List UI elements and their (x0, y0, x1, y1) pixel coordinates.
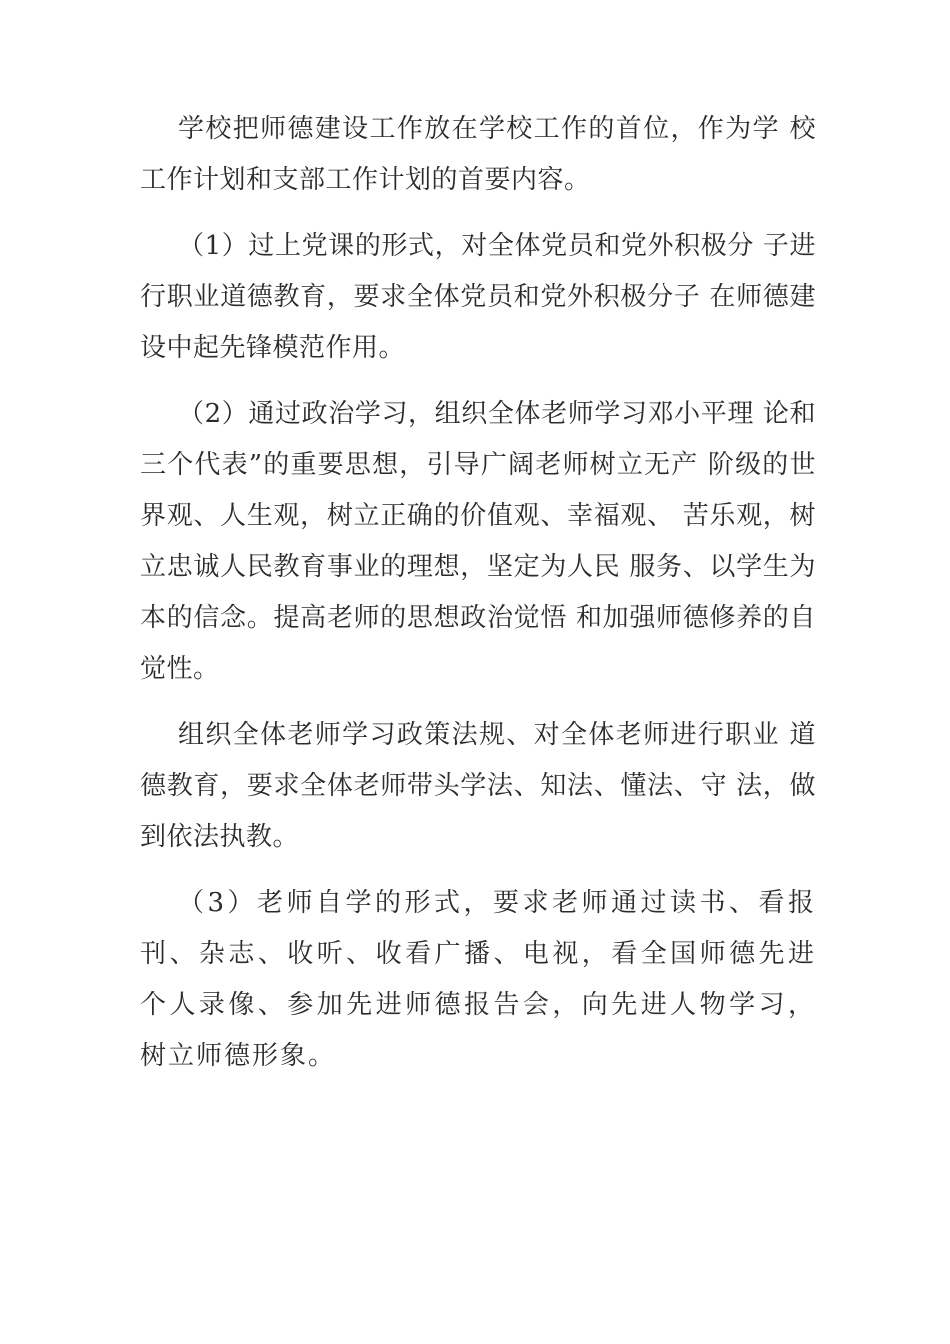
paragraph-policy-study: 组织全体老师学习政策法规、对全体老师进行职业 道德教育，要求全体老师带头学法、知法、懂法、守 法，做到依法执教。 (140, 720, 816, 852)
paragraph-intro: 学校把师德建设工作放在学校工作的首位，作为学 校工作计划和支部工作计划的首要内容。 (140, 114, 816, 195)
paragraph-item-2: （2）通过政治学习，组织全体老师学习邓小平理 论和三个代表”的重要思想，引导广阔老师树立无产 阶级的世界观、人生观，树立正确的价值观、幸福观、 苦乐观，树立忠诚人民教育事业的理想，坚定为人民 服务、以学生为本的信念。提高老师的思想政治觉悟 和加强师德修养的自觉性。 (140, 399, 816, 684)
paragraph-item-1: （1）过上党课的形式，对全体党员和党外积极分 子进行职业道德教育，要求全体党员和党外积极分子 在师德建设中起先锋模范作用。 (140, 231, 816, 363)
document-body (140, 104, 827, 1097)
paragraph-item-3: （3）老师自学的形式，要求老师通过读书、看报刊、杂志、收听、收看广播、电视，看全国师德先进 个人录像、参加先进师德报告会，向先进人物学习， 树立师德形象。 (140, 888, 827, 1071)
